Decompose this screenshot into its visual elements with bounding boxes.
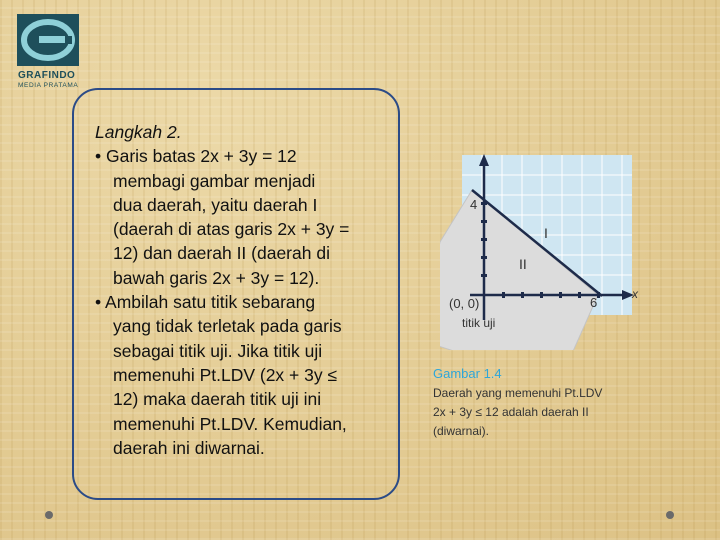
caption-line-1: Daerah yang memenuhi Pt.LDV (433, 386, 603, 400)
logo-name: GRAFINDO (18, 70, 76, 81)
caption-line-2: 2x + 3y ≤ 12 adalah daerah II (433, 405, 589, 419)
bullet-1-line-3: dua daerah, yaitu daerah I (113, 194, 318, 215)
bullet-2-line-3: sebagai titik uji. Jika titik uji (113, 340, 323, 361)
x-axis-label: x (632, 287, 638, 301)
bullet-2-line-4: memenuhi Pt.LDV (2x + 3y ≤ (113, 364, 338, 385)
step-heading: Langkah 2. (95, 122, 182, 142)
bullet-1-line-5: 12) dan daerah II (daerah di (113, 243, 330, 264)
inequality-graph (440, 150, 650, 350)
region-1-label: I (544, 225, 548, 241)
origin-label: (0, 0) (449, 296, 480, 311)
bullet-1-line-4: (daerah di atas garis 2x + 3y = (113, 219, 350, 240)
figure-caption-title: Gambar 1.4 (433, 366, 502, 381)
corner-dot (45, 511, 53, 519)
bullet-2-line-5: 12) maka daerah titik uji ini (113, 389, 322, 410)
bullet-1-line-6: bawah garis 2x + 3y = 12). (113, 267, 320, 288)
bullet-2-line-2: yang tidak terletak pada garis (113, 316, 342, 337)
bullet-2-line-1: • Ambilah satu titik sebarang (95, 292, 316, 313)
bullet-1-line-2: membagi gambar menjadi (113, 170, 316, 191)
logo-emblem (17, 14, 79, 66)
logo-subtitle: MEDIA PRATAMA (18, 82, 79, 89)
caption-line-3: (diwarnai). (433, 424, 490, 438)
step-text (95, 120, 395, 460)
test-point-label: titik uji (462, 316, 496, 330)
corner-dot (666, 511, 674, 519)
bullet-1-line-1: • Garis batas 2x + 3y = 12 (95, 146, 297, 167)
bullet-2-line-7: daerah ini diwarnai. (113, 437, 265, 458)
y-tick-label: 4 (470, 197, 478, 212)
bullet-2-line-6: memenuhi Pt.LDV. Kemudian, (113, 413, 347, 434)
region-2-label: II (519, 256, 527, 272)
grafindo-logo (14, 14, 94, 94)
x-tick-label: 6 (590, 295, 598, 310)
